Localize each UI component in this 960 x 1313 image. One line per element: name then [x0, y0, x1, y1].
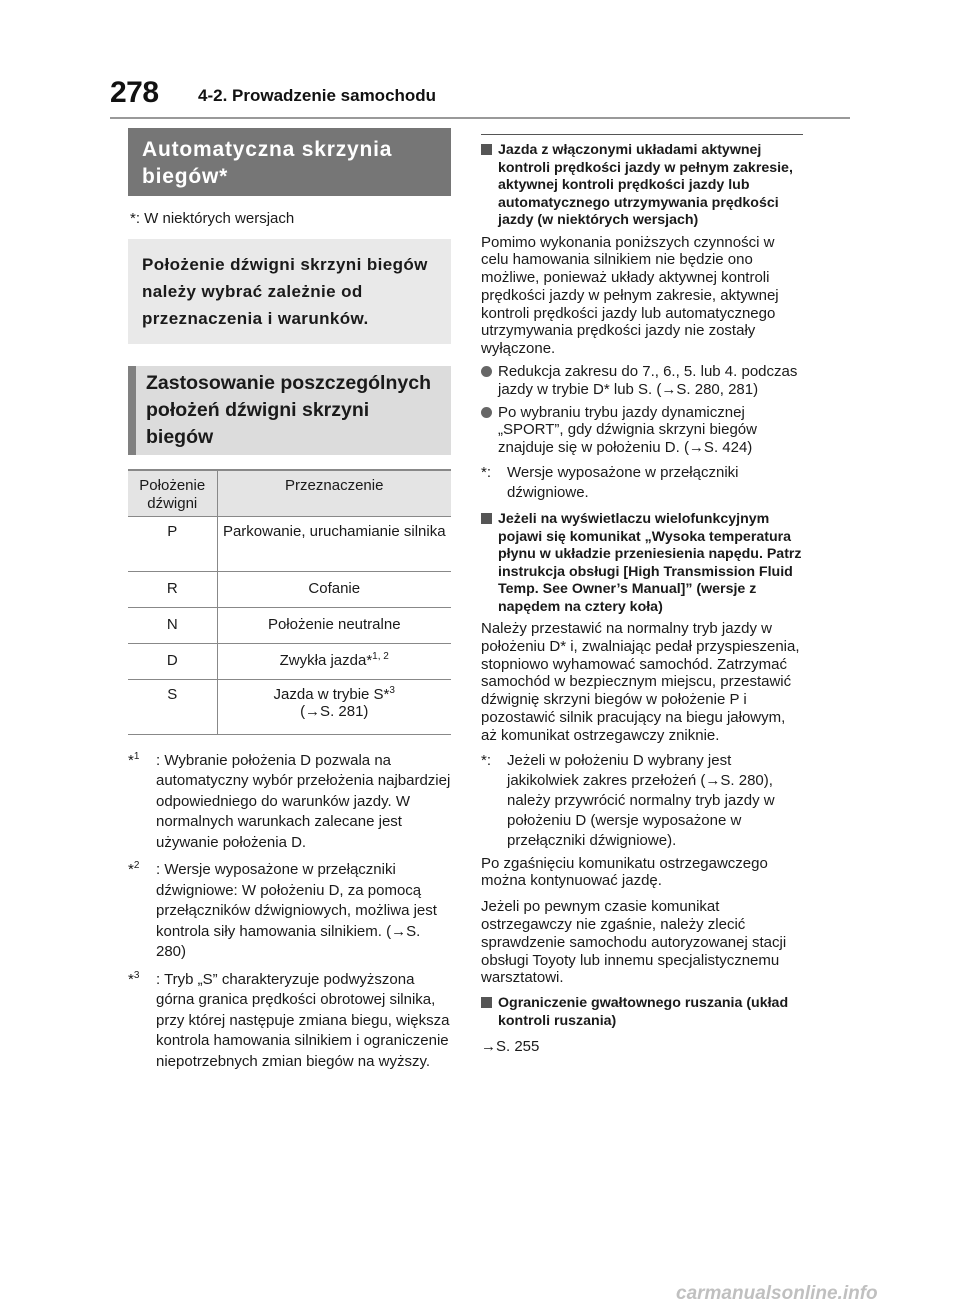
- table-cell-position: D: [128, 643, 217, 679]
- footnote-number: 2: [133, 860, 140, 871]
- info-box-text: Położenie dźwigni skrzyni biegów należy wybrać zależnie od przeznaczenia i warunków.: [142, 255, 428, 328]
- table-header-row: [128, 470, 451, 516]
- bullet-text: Po wybraniu trybu jazdy dynamicznej „SPORT”, gdy dźwignia skrzyni biegów znajduje się w położeniu D. (→S. 424): [498, 403, 757, 457]
- bullet-text: Redukcja zakresu do 7., 6., 5. lub 4. podczas jazdy w trybie D* lub S. (→S. 280, 281): [498, 363, 798, 398]
- asterisk-note: *: W niektórych wersjach: [130, 210, 295, 227]
- asterisk: *: [128, 970, 134, 988]
- section-rule: [481, 134, 803, 135]
- round-bullet-icon: [481, 366, 492, 377]
- table-cell-purpose: Cofanie: [217, 571, 451, 607]
- subsection-title-box: [128, 366, 451, 455]
- table-cell-position: N: [128, 607, 217, 643]
- table-row: [128, 607, 451, 643]
- asterisk: *: [128, 751, 134, 769]
- table-cell-purpose: Parkowanie, uruchamianie silnika: [217, 516, 451, 571]
- round-bullet-icon: [481, 407, 492, 418]
- table-row: [128, 643, 451, 679]
- page-header: [110, 76, 810, 112]
- purpose-text: Zwykła jazda*: [279, 651, 373, 669]
- footnote: [128, 970, 451, 1073]
- footnote: [128, 751, 451, 854]
- asterisk: *: [128, 861, 134, 878]
- footnote-text: Jeżeli w położeniu D wybrany jest jakikolwiek zakres przełożeń (→S. 280), należy przywrócić normalny tryb jazdy w położeniu D (wersje wyposażone w przełączniki dźwigniowe).: [507, 751, 775, 849]
- section-title: 4-2. Prowadzenie samochodu: [198, 86, 437, 105]
- subheading-text: Jazda z włączonymi układami aktywnej kontroli prędkości jazdy w pełnym zakresie, aktywnej kontroli prędkości jazdy lub automatycznego utrzymywania prędkości jazdy (w niektórych wersjach): [498, 142, 793, 228]
- footnote-mark: [128, 751, 139, 772]
- subheading: [481, 995, 803, 1030]
- page-reference: →S. 255: [481, 1038, 540, 1056]
- bullet-item: [481, 363, 803, 399]
- paragraph: Pomimo wykonania poniższych czynności w celu hamowania silnikiem nie będzie ono możliwe, ponieważ układy aktywnej kontroli prędkości jazdy w pełnym zakresie, aktywnej kontroli prędkości jazdy lub automatycznego utrzymywania prędkości jazdy nie zostały wyłączone.: [481, 233, 779, 358]
- table-row: [128, 679, 451, 734]
- subheading: [481, 142, 803, 230]
- footnote: [481, 463, 803, 503]
- square-bullet-icon: [481, 144, 492, 155]
- page-number: 278: [110, 76, 159, 109]
- header-divider: [110, 117, 850, 119]
- left-column: [128, 128, 451, 1072]
- table-header-purpose: Przeznaczenie: [217, 470, 451, 516]
- subheading-text: Ograniczenie gwałtownego ruszania (układ kontroli ruszania): [498, 995, 789, 1029]
- main-title: Automatyczna skrzynia biegów*: [142, 138, 393, 188]
- footnote-ref: 1, 2: [372, 650, 389, 662]
- table-row: [128, 571, 451, 607]
- table-cell-purpose: [217, 643, 451, 679]
- paragraph: Jeżeli po pewnym czasie komunikat ostrzegawczy nie zgaśnie, należy zlecić sprawdzenie samochodu autoryzowanej stacji obsługi Toyoty lub innemu specjalistycznemu warsztatowi.: [481, 898, 787, 987]
- footnote-text: : Tryb „S” charakteryzuje podwyższona górna granica prędkości obrotowej silnika, przy której następuje zmiana biegu, większa kontrola hamowania silnikiem i ograniczenie niepotrzebnych zmian biegów na wyższy.: [156, 970, 450, 1070]
- info-box: [128, 239, 451, 344]
- table-cell-position: R: [128, 571, 217, 607]
- subsection-title: Zastosowanie poszczególnych położeń dźwigni skrzyni biegów: [146, 372, 431, 448]
- footnote-mark: [128, 860, 139, 881]
- table-header-position: Położenie dźwigni: [128, 470, 217, 516]
- footnote-mark: *:: [481, 751, 492, 769]
- table-row: [128, 516, 451, 571]
- right-column: [481, 128, 803, 1056]
- footnote-number: 1: [133, 750, 140, 762]
- watermark: carmanualsonline.info: [676, 1283, 878, 1304]
- bullet-item: [481, 404, 803, 457]
- table-cell-position: P: [128, 516, 217, 571]
- subheading-text: Jeżeli na wyświetlaczu wielofunkcyjnym pojawi się komunikat „Wysoka temperatura płynu w układzie przeniesienia napędu. Patrz instrukcja obsługi [High Transmission Fluid Temp. See Owner’s Manual]” (wersje z napędem na cztery koła): [498, 511, 802, 615]
- table-cell-position: S: [128, 679, 217, 734]
- footnote-number: 3: [133, 969, 140, 981]
- footnote-text: : Wersje wyposażone w przełączniki dźwigniowe: W położeniu D, za pomocą przełączników dźwigniowych, możliwa jest kontrola siły hamowania silnikiem. (→S. 280): [156, 861, 437, 960]
- table-cell-purpose: Położenie neutralne: [217, 607, 451, 643]
- main-title-box: [128, 128, 451, 196]
- gear-position-table: [128, 469, 451, 735]
- paragraph: Należy przestawić na normalny tryb jazdy w położeniu D* i, zwalniając pedał przyspieszenia, stopniowo wyhamować samochód. Zatrzymać samochód w bezpiecznym miejscu, przestawić dźwignię skrzyni biegów w położenie P i pozostawić silnik pracujący na biegu jałowym, aż komunikat ostrzegawczy zniknie.: [481, 620, 800, 744]
- square-bullet-icon: [481, 513, 492, 524]
- page-reference: (→S. 281): [300, 702, 369, 720]
- footnote-mark: [128, 970, 139, 991]
- paragraph: Po zgaśnięciu komunikatu ostrzegawczego można kontynuować jazdę.: [481, 854, 768, 890]
- footnote-mark: *:: [481, 464, 492, 482]
- footnote-text: : Wybranie położenia D pozwala na automatyczny wybór przełożenia najbardziej odpowiedniego do warunków jazdy. W normalnych warunkach zalecane jest używanie położenia D.: [156, 751, 451, 851]
- purpose-text: Jazda w trybie S*: [273, 685, 390, 703]
- footnote: [481, 751, 803, 851]
- footnote-ref: 3: [389, 684, 395, 696]
- subheading: [481, 511, 803, 616]
- footnote-text: Wersje wyposażone w przełączniki dźwigniowe.: [507, 464, 739, 502]
- table-cell-purpose: [217, 679, 451, 734]
- square-bullet-icon: [481, 997, 492, 1008]
- footnote: [128, 860, 451, 963]
